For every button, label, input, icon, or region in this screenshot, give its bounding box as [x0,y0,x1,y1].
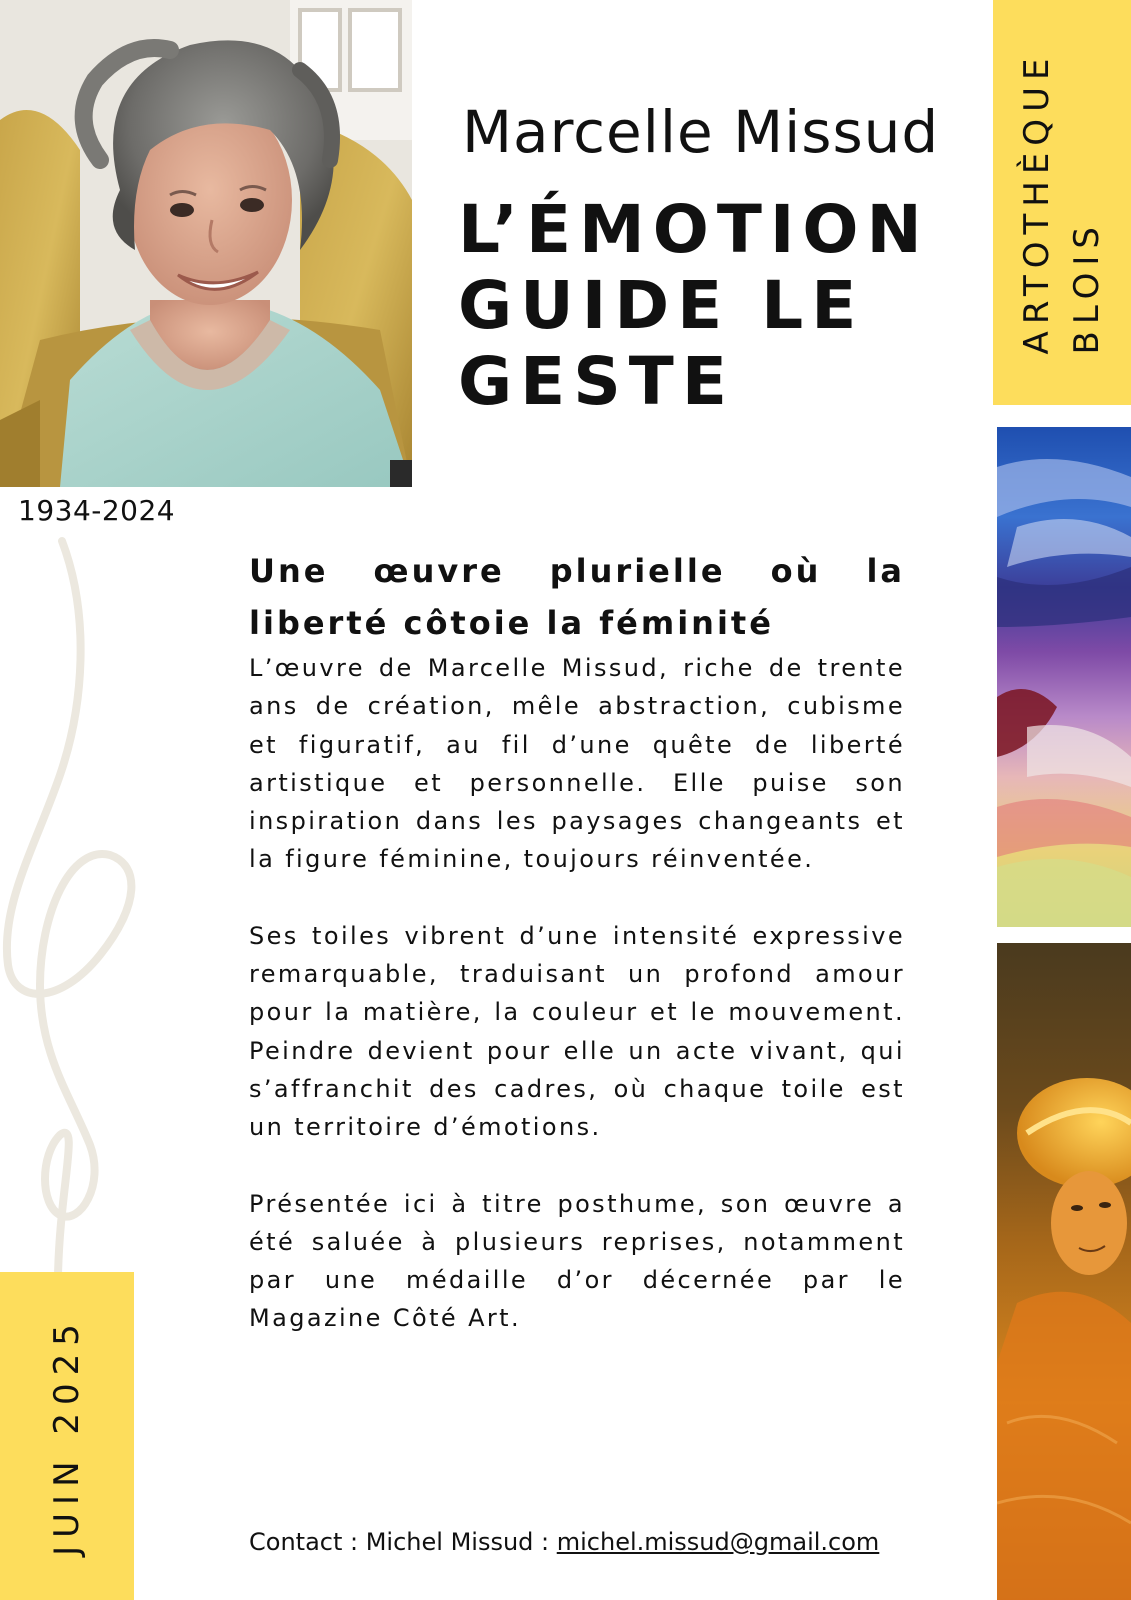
paragraph-2: Ses toiles vibrent d’une intensité expressive remarquable, traduisant un profond amour pour la matière, la couleur et le mouvement. Peindre devient pour elle un acte vivant, qui s’affranchit des cadres, où chaque toile est un territoire d’émotions. [249,921,905,1142]
date-tab [0,1272,134,1600]
contact-email-link[interactable]: michel.missud@gmail.com [556,1528,880,1556]
paragraph-1: L’œuvre de Marcelle Missud, riche de trente ans de création, mêle abstraction, cubisme et figuratif, au fil d’une quête de liberté artistique et personnelle. Elle puise son inspiration dans les paysages changeants et la figure féminine, toujours réinventée. [249,654,905,874]
venue-label: ARTOTHÈQUE BLOIS [1017,51,1107,354]
life-years: 1934-2024 [18,494,176,527]
exhibition-title: L’ÉMOTION GUIDE LE GESTE [458,191,930,420]
date-label: JUIN 2025 [47,1316,87,1556]
painting-figure-image [997,943,1131,1600]
contact-label: Contact : Michel Missud : [249,1528,557,1556]
artist-portrait-photo [0,0,412,487]
paragraph-3: Présentée ici à titre posthume, son œuvre a été saluée à plusieurs reprises, notamment par une médaille d’or décernée par le Magazine Côté Art. [249,1189,905,1333]
decorative-squiggle-line [0,535,140,1275]
painting-landscape-image [997,427,1131,927]
contact-line [249,1528,879,1556]
artist-name: Marcelle Missud [462,98,940,166]
section-subtitle: Une œuvre plurielle où la liberté côtoie la féminité [249,552,905,642]
venue-tab [993,0,1131,405]
main-text-block [249,545,905,1376]
